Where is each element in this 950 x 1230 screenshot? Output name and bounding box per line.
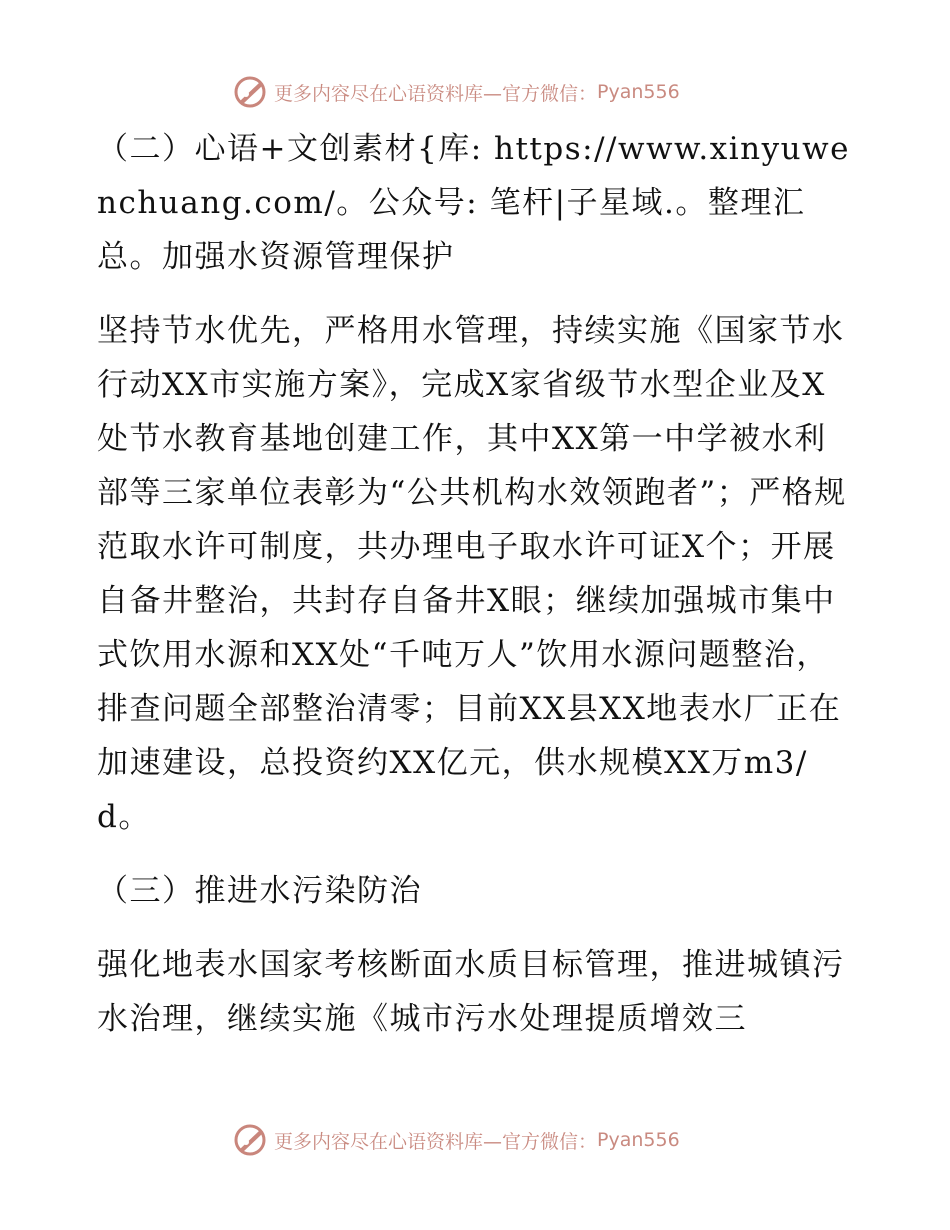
watermark-wechat-id: Pyan556 — [597, 1129, 680, 1151]
watermark-header — [232, 72, 712, 112]
pen-logo-icon — [232, 1122, 268, 1158]
paragraph-water-management: 坚持节水优先，严格用水管理，持续实施《国家节水行动XX市实施方案》，完成X家省级节水型企业及X处节水教育基地创建工作，其中XX第一中学被水利部等三家单位表彰为“公共机构水效领跑者”；严格规范取水许可制度，共办理电子取水许可证X个；开展自备井整治，共封存自备井X眼；继续加强城市集中式饮用水源和XX处“千吨万人”饮用水源问题整治，排查问题全部整治清零；目前XX县XX地表水厂正在加速建设，总投资约XX亿元，供水规模XX万m3/d。 — [97, 313, 847, 835]
paragraph-water-pollution: 强化地表水国家考核断面水质目标管理，推进城镇污水治理，继续实施《城市污水处理提质增效三 — [97, 947, 845, 1037]
pen-logo-icon — [232, 74, 268, 110]
paragraph-heading-three: （三）推进水污染防治 — [97, 873, 422, 909]
watermark-text: 更多内容尽在心语资料库—官方微信： — [274, 1130, 598, 1153]
watermark-text: 更多内容尽在心语资料库—官方微信： — [274, 82, 598, 105]
paragraph-heading-two: （二）心语+文创素材{库: https://www.xinyuwenchuang.com/。公众号: 笔杆|子星域.。整理汇总。加强水资源管理保护 — [97, 131, 850, 275]
watermark-footer — [232, 1120, 712, 1160]
watermark-wechat-id: Pyan556 — [597, 81, 680, 103]
document-body — [97, 122, 857, 1046]
